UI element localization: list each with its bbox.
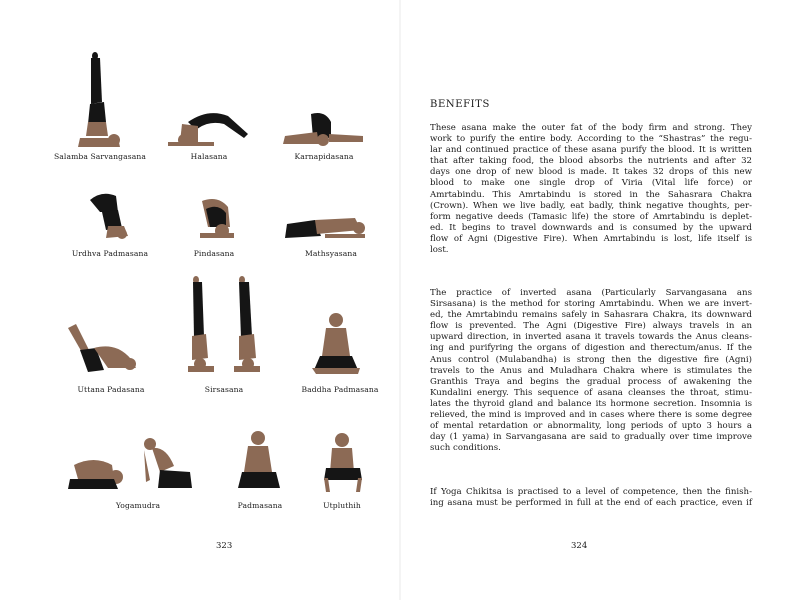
salamba-sarvangasana-figure	[78, 52, 123, 150]
text-line: The practice of inverted asana (Particularly Sarvangasana ans	[430, 288, 752, 298]
karnapidasana-figure	[283, 110, 365, 150]
halasana-figure	[168, 108, 252, 150]
pose-caption: Uttana Padasana	[77, 385, 145, 394]
text-line: Amrtabindu. This Amrtabindu is stored in the Sahasrara Chakra	[430, 189, 752, 200]
text-line: ing and purifyring the organs of digestion and therectum/anus. If the	[430, 343, 752, 354]
text-line: Granthis Traya and begins the gradual process of awakening the	[430, 376, 752, 387]
text-line: upward direction, in inverted asana it travels towards the Anus cleans-	[430, 332, 752, 343]
text-line: ed, the Amrtabindu remains safely in Sahasrara Chakra, its downward	[430, 310, 752, 321]
text-line: (Crown). When we live badly, eat badly, think negative thoughts, per-	[430, 200, 752, 211]
padmasana-figure	[238, 430, 282, 494]
text-line: form negative deeds (Tamasic life) the store of Amrtabindu is deplet-	[430, 211, 752, 222]
pose-caption: Halasana	[190, 152, 228, 161]
text-line: work to purify the entire body. According to the “Shastras” the regu-	[430, 134, 752, 145]
urdhva-padmasana-figure	[88, 190, 132, 242]
pose-caption: Sirsasana	[204, 385, 244, 394]
text-line: lates the thyroid gland and balance its hormone secretion. Insomnia is	[430, 398, 752, 409]
pindasana-figure	[196, 197, 236, 241]
benefits-heading: BENEFITS	[430, 99, 490, 110]
pose-caption: Baddha Padmasana	[301, 385, 379, 394]
right-page	[400, 0, 800, 600]
sirsasana-figure-1	[186, 276, 216, 376]
text-line: Sirsasana) is the method for storing Amrtabindu. When we are invert-	[430, 299, 752, 310]
yogamudra-figure-2	[142, 436, 194, 492]
pose-caption: Salamba Sarvangasana	[54, 152, 146, 161]
text-line: flow of Agni (Digestive Fire). When Amrtabindu is lost, life itself is	[430, 233, 752, 244]
text-line: If Yoga Chikitsa is practised to a level of competence, then the finish-	[430, 487, 752, 497]
page-number-left: 323	[216, 541, 233, 551]
page-number-right: 324	[571, 541, 588, 551]
text-line: travels to the Anus and Muladhara Chakra where is stimulates the	[430, 365, 752, 376]
paragraph-2	[430, 288, 752, 454]
sirsasana-figure-2	[232, 276, 262, 376]
pose-caption: Pindasana	[193, 249, 235, 258]
text-line: blood to make one single drop of Viria (Vital life force) or	[430, 178, 752, 189]
paragraph-3	[430, 487, 752, 509]
pose-caption: Yogamudra	[115, 501, 161, 510]
text-line: ed. It begins to travel downwards and is consumed by the upward	[430, 222, 752, 233]
mathsyasana-figure	[285, 212, 369, 240]
text-line: lar and continued practice of these asana purify the blood. It is written	[430, 145, 752, 156]
pose-caption: Utpluthih	[323, 501, 361, 510]
text-line: Kundalini energy. This sequence of asana cleanses the throat, stimu-	[430, 387, 752, 398]
text-line: flow is prevented. The Agni (Digestive Fire) always travels in an	[430, 321, 752, 332]
text-line: lost.	[430, 245, 449, 256]
utpluthih-figure	[322, 432, 364, 494]
text-line: Anus control (Mulabandha) is strong then the digestive fire (Agni)	[430, 354, 752, 365]
baddha-padmasana-figure	[312, 312, 362, 378]
text-line: days one drop of new blood is made. It takes 32 drops of this new	[430, 167, 752, 178]
text-line: day (1 yama) in Sarvangasana are said to gradually over time improve	[430, 432, 752, 443]
text-line: These asana make the outer fat of the body firm and strong. They	[430, 123, 752, 133]
text-line: relieved, the mind is improved and in cases where there is some degree	[430, 410, 752, 421]
text-line: that after taking food, the blood absorbs the nutrients and after 32	[430, 156, 752, 167]
uttana-padasana-figure	[66, 322, 140, 376]
text-line: such conditions.	[430, 443, 501, 454]
yogamudra-figure-1	[68, 455, 126, 491]
pose-caption: Karnapidasana	[294, 152, 354, 161]
pose-caption: Padmasana	[237, 501, 283, 510]
paragraph-1	[430, 123, 752, 256]
pose-caption: Urdhva Padmasana	[71, 249, 149, 258]
pose-caption: Mathsyasana	[305, 249, 357, 258]
text-line: of mental retardation or abnormality, long periods of upto 3 hours a	[430, 421, 752, 432]
text-line: ing asana must be performed in full at the end of each practice, even if	[430, 498, 752, 509]
